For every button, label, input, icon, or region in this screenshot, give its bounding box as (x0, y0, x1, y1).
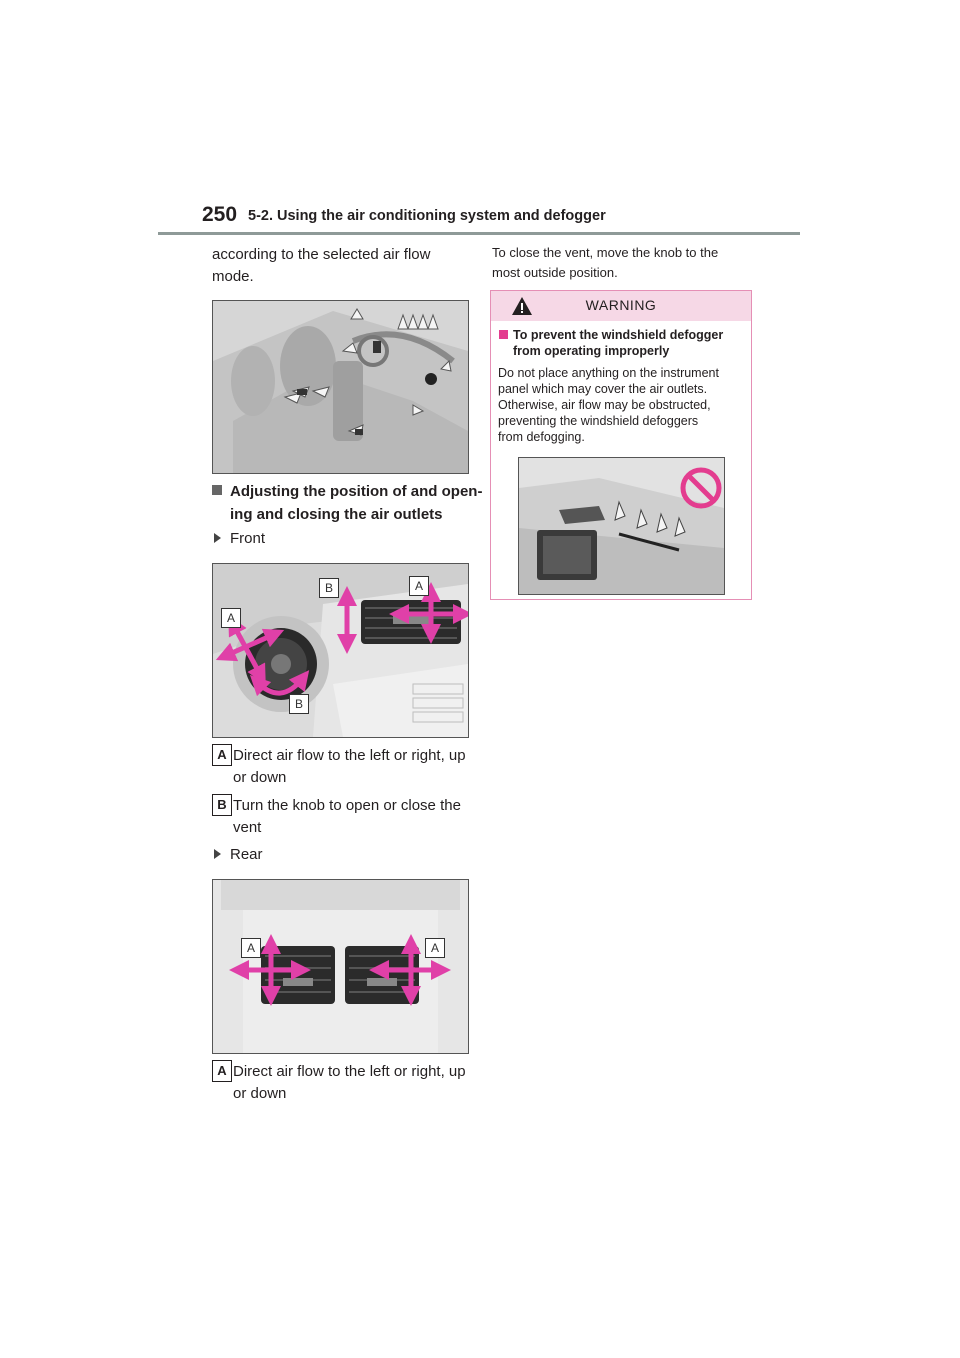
square-bullet-icon (499, 330, 508, 339)
figure-callout: A (221, 608, 241, 628)
heading-text: Adjusting the position of and open- (230, 483, 483, 500)
header-rule (158, 232, 800, 235)
heading-line (212, 480, 482, 503)
triangle-bullet-icon (214, 849, 221, 859)
subheading-line (499, 327, 723, 343)
page-number: 250 (202, 203, 238, 226)
intro-line: according to the selected air flow (212, 246, 431, 263)
item-label-b: B (212, 794, 232, 816)
warning-triangle-icon (511, 296, 533, 316)
close-line: To close the vent, move the knob to the (492, 245, 719, 260)
rear-vent-figure (212, 879, 469, 1054)
figure-callout: B (319, 578, 339, 598)
front-vent-drawing (213, 564, 468, 737)
figure-callout: A (241, 938, 261, 958)
triangle-bullet-icon (214, 533, 221, 543)
close-vent-text (492, 243, 718, 283)
intro-text (212, 244, 430, 288)
figure-callout: B (289, 694, 309, 714)
item-line: Turn the knob to open or close the (233, 797, 461, 814)
item-line: Direct air flow to the left or right, up (233, 1063, 466, 1080)
dashboard-prohibition-figure (518, 457, 725, 595)
warning-body (498, 365, 719, 445)
warning-line: panel which may cover the air outlets. (498, 382, 708, 396)
heading-text: ing and closing the air outlets (230, 506, 443, 523)
close-line: most outside position. (492, 265, 618, 280)
dashboard-drawing (519, 458, 724, 594)
front-subheading (214, 528, 265, 550)
item-line: vent (233, 819, 262, 836)
warning-subheading (499, 327, 723, 359)
front-label: Front (230, 530, 266, 547)
warning-line: Otherwise, air flow may be obstructed, (498, 398, 711, 412)
warning-line: preventing the windshield defoggers (498, 414, 699, 428)
rear-subheading (214, 844, 263, 866)
figure-callout: A (409, 576, 429, 596)
rear-item-a-text (233, 1061, 466, 1105)
rear-vent-drawing (213, 880, 468, 1053)
item-line: or down (233, 769, 287, 786)
item-line: or down (233, 1085, 287, 1102)
warning-line: from defogging. (498, 430, 585, 444)
rear-label: Rear (230, 846, 263, 863)
cabin-airflow-figure (212, 300, 469, 474)
cabin-airflow-drawing (213, 301, 468, 473)
front-vent-figure (212, 563, 469, 738)
item-line: Direct air flow to the left or right, up (233, 747, 466, 764)
front-item-b-text (233, 795, 461, 839)
item-label-a: A (212, 1060, 232, 1082)
square-bullet-icon (212, 485, 222, 495)
front-item-a-text (233, 745, 466, 789)
warning-panel (490, 290, 752, 600)
figure-callout: A (425, 938, 445, 958)
adjust-outlets-heading (212, 480, 482, 526)
item-label-a: A (212, 744, 232, 766)
subheading-text: To prevent the windshield defogger (513, 328, 724, 342)
warning-title: WARNING (585, 297, 657, 313)
intro-line: mode. (212, 268, 254, 285)
section-title: 5-2. Using the air conditioning system and defogger (248, 208, 606, 224)
warning-line: Do not place anything on the instrument (498, 366, 719, 380)
subheading-text: from operating improperly (513, 344, 670, 358)
